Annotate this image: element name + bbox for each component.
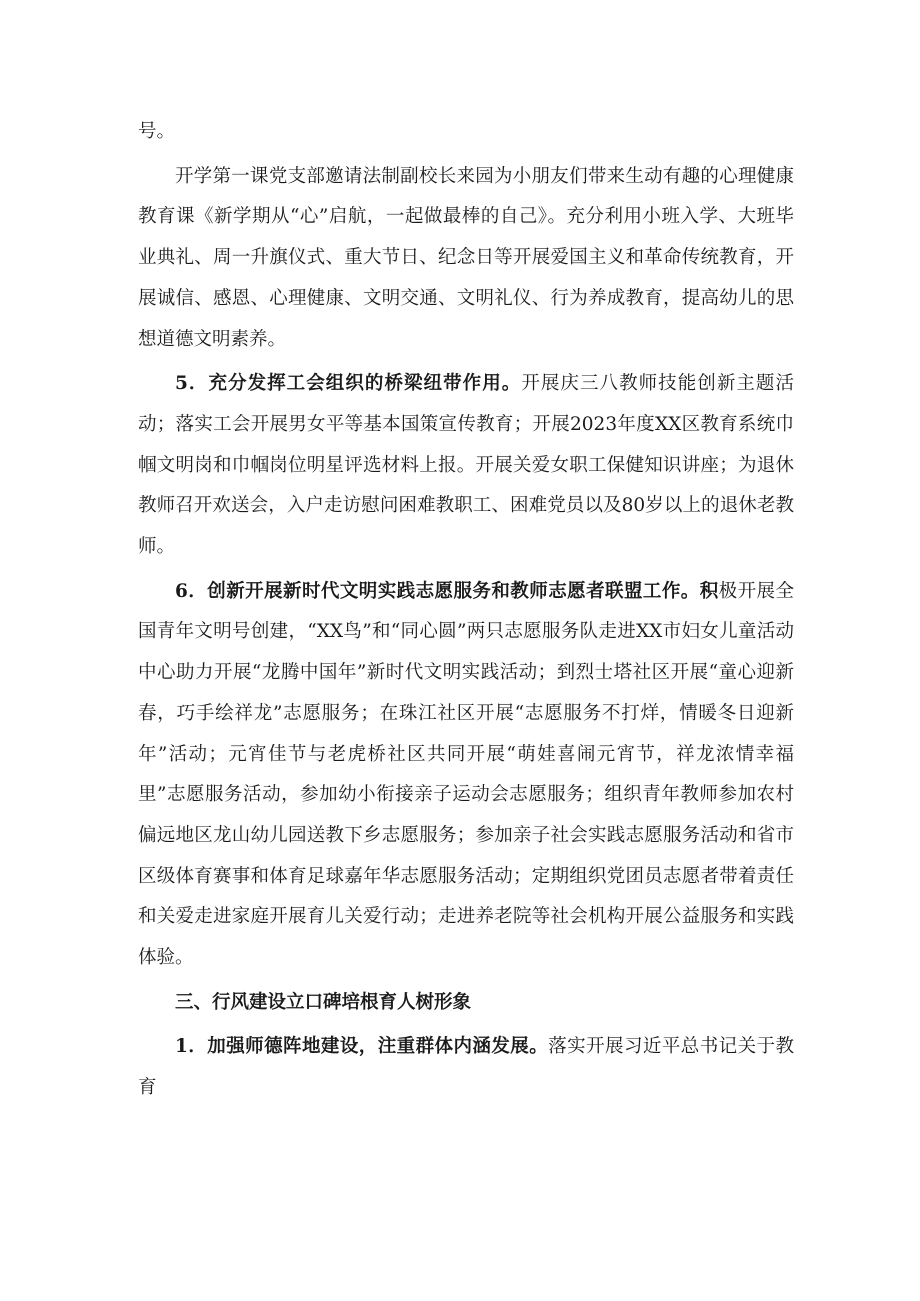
section-heading-three: 三、行风建设立口碑培根育人树形象: [175, 991, 472, 1013]
paragraph-body-6: 极开展全国青年文明号创建，“XX鸟”和“同心圆”两只志愿服务队走进XX市妇女儿童活动中心助力开展“龙腾中国年”新时代文明实践活动；到烈士塔社区开展“童心迎新春，巧手绘祥龙”志愿服务；在珠江社区开展“志愿服务不打烊，情暖冬日迎新年”活动；元宵佳节与老虎桥社区共同开展“萌娃喜闹元宵节，祥龙浓情幸福里”志愿服务活动，参加幼小衔接亲子运动会志愿服务；组织青年教师参加农村偏远地区龙山幼儿园送教下乡志愿服务；参加亲子社会实践志愿服务活动和省市区级体育赛事和体育足球嘉年华志愿服务活动；定期组织党团员志愿者带着责任和关爱走进家庭开展育儿关爱行动；走进养老院等社会机构开展公益服务和实践体验。: [138, 580, 794, 969]
paragraph-lead-6: 6．创新开展新时代文明实践志愿服务和教师志愿者联盟工作。积: [175, 580, 719, 602]
paragraph-body-1: 落实开展习近平总书记关于教育: [138, 1036, 794, 1099]
paragraph-teacher-ethics: [138, 1027, 794, 1108]
paragraph-lead-1: 1．加强师德阵地建设，注重群体内涵发展。: [175, 1036, 549, 1058]
paragraph-lead-5: 5．充分发挥工会组织的桥梁纽带作用。: [175, 373, 522, 395]
paragraph-first-lesson: 开学第一课党支部邀请法制副校长来园为小朋友们带来生动有趣的心理健康教育课《新学期从“心”启航，一起做最棒的自己》。充分利用小班入学、大班毕业典礼、周一升旗仪式、重大节日、纪念日等开展爱国主义和革命传统教育，开展诚信、感恩、心理健康、文明交通、文明礼仪、行为养成教育，提高幼儿的思想道德文明素养。: [138, 165, 794, 350]
paragraph-volunteer: [138, 572, 794, 979]
paragraph-union: [138, 364, 794, 568]
paragraph-continuation: 号。: [138, 121, 176, 142]
paragraph-body-5: 开展庆三八教师技能创新主题活动；落实工会开展男女平等基本国策宣传教育；开展2023年度XX区教育系统巾帼文明岗和巾帼岗位明星评选材料上报。开展关爱女职工保健知识讲座；为退休教师召开欢送会，入户走访慰问困难教职工、困难党员以及80岁以上的退休老教师。: [138, 373, 794, 558]
